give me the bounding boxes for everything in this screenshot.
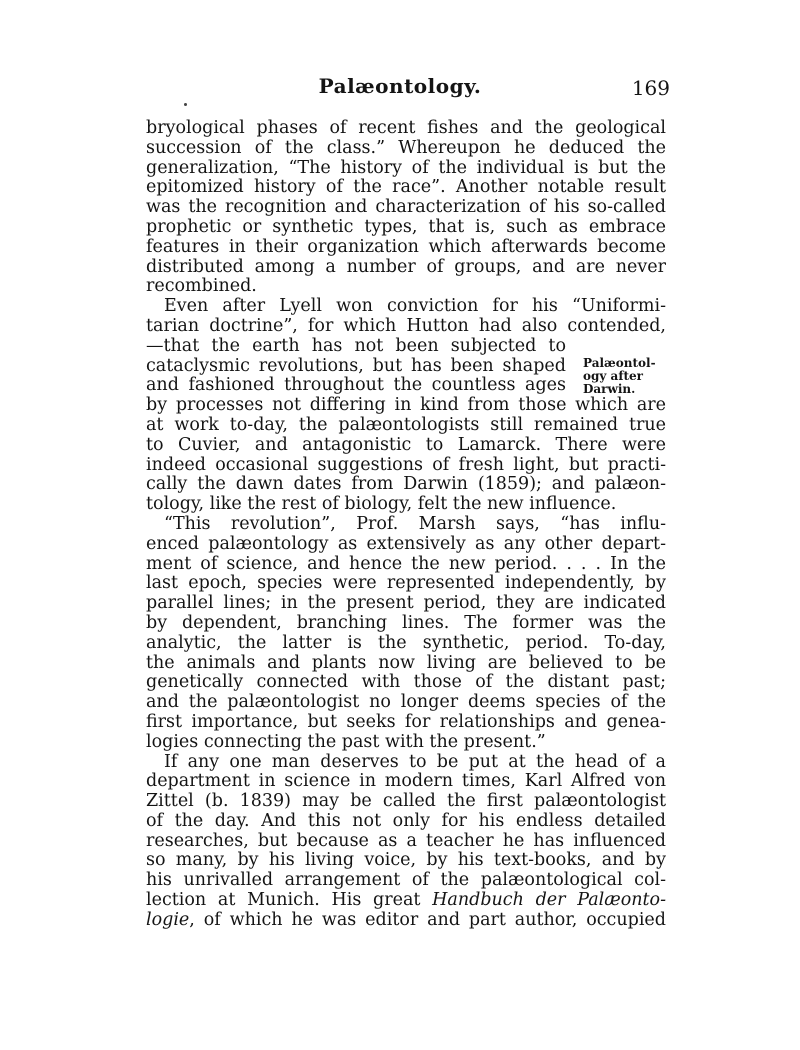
text-line: parallel lines; in the present period, they are indicated [146,593,666,614]
text-line-with-italic [146,891,666,911]
text-line: Even after Lyell won conviction for his “Uniformi- [164,296,666,317]
text-line: logies connecting the past with the present.” [146,731,546,752]
page-number: 169 [631,76,670,100]
text-line: at work to-day, the palæontologists still remained true [146,414,666,435]
text-line: recombined. [146,276,257,297]
text-line: generalization, “The history of the individual is but the [146,157,666,178]
text-line: cally the dawn dates from Darwin (1859); and palæon- [146,474,666,495]
marginal-note-line: Palæontol- [583,356,656,370]
text-line: of the day. And this not only for his endless detailed [146,810,666,831]
text-line: Zittel (b. 1839) may be called the first palæontologist [146,791,666,812]
italic-book-title: logie [146,909,190,930]
text-line: tarian doctrine”, for which Hutton had also contended, [146,315,666,336]
text-line: first importance, but seeks for relationships and genea- [146,711,666,732]
text-line: succession of the class.” Whereupon he deduced the [146,137,666,158]
text-line: ment of science, and hence the new period. . . . In the [146,553,666,574]
text-line: genetically connected with those of the distant past; [146,672,666,693]
text-line: cataclysmic revolutions, but has been shaped [146,355,566,376]
text-line: indeed occasional suggestions of fresh light, but practi- [146,454,666,475]
running-head-title: Palæontology. [318,74,482,98]
text-line: If any one man deserves to be put at the head of a [164,751,666,772]
text-line: the animals and plants now living are believed to be [146,652,666,673]
text-line: and the palæontologist no longer deems species of the [146,692,666,713]
text-fragment: lection at Munich. His great [146,890,421,911]
text-line: bryological phases of recent fishes and the geological [146,118,666,138]
text-line: last epoch, species were represented independently, by [146,573,666,594]
text-line: —that the earth has not been subjected to [146,335,566,356]
text-fragment: , of which he was editor and part author, occupied [189,909,666,930]
text-line: “This revolution”, Prof. Marsh says, “has influ- [164,513,666,534]
text-line: department in science in modern times, Karl Alfred von [146,771,666,792]
body-text [146,119,666,931]
marginal-note-line: ogy after [583,369,643,383]
text-line: epitomized history of the race”. Another notable result [146,177,666,198]
text-line-with-italic [146,911,666,931]
marginal-note-line: Darwin. [583,382,636,396]
text-line: his unrivalled arrangement of the palæontological col- [146,870,666,891]
text-line: analytic, the latter is the synthetic, period. To-day, [146,632,666,653]
text-line: by dependent, branching lines. The former was the [146,612,666,633]
text-line: prophetic or synthetic types, that is, such as embrace [146,216,666,237]
italic-book-title: Handbuch der Palæonto- [432,890,666,911]
text-line: enced palæontology as extensively as any other depart- [146,533,666,554]
text-line: was the recognition and characterization of his so-called [146,197,666,218]
text-line: tology, like the rest of biology, felt the new influence. [146,494,617,515]
text-line: features in their organization which afterwards become [146,236,666,257]
text-line: by processes not differing in kind from those which are [146,395,666,416]
text-line: distributed among a number of groups, and are never [146,256,666,277]
text-line: and fashioned throughout the countless ages [146,375,566,396]
text-line: so many, by his living voice, by his text-books, and by [146,850,666,871]
text-line: to Cuvier, and antagonistic to Lamarck. There were [146,434,666,455]
print-speck [184,103,187,106]
text-line: researches, but because as a teacher he has influenced [146,830,666,851]
